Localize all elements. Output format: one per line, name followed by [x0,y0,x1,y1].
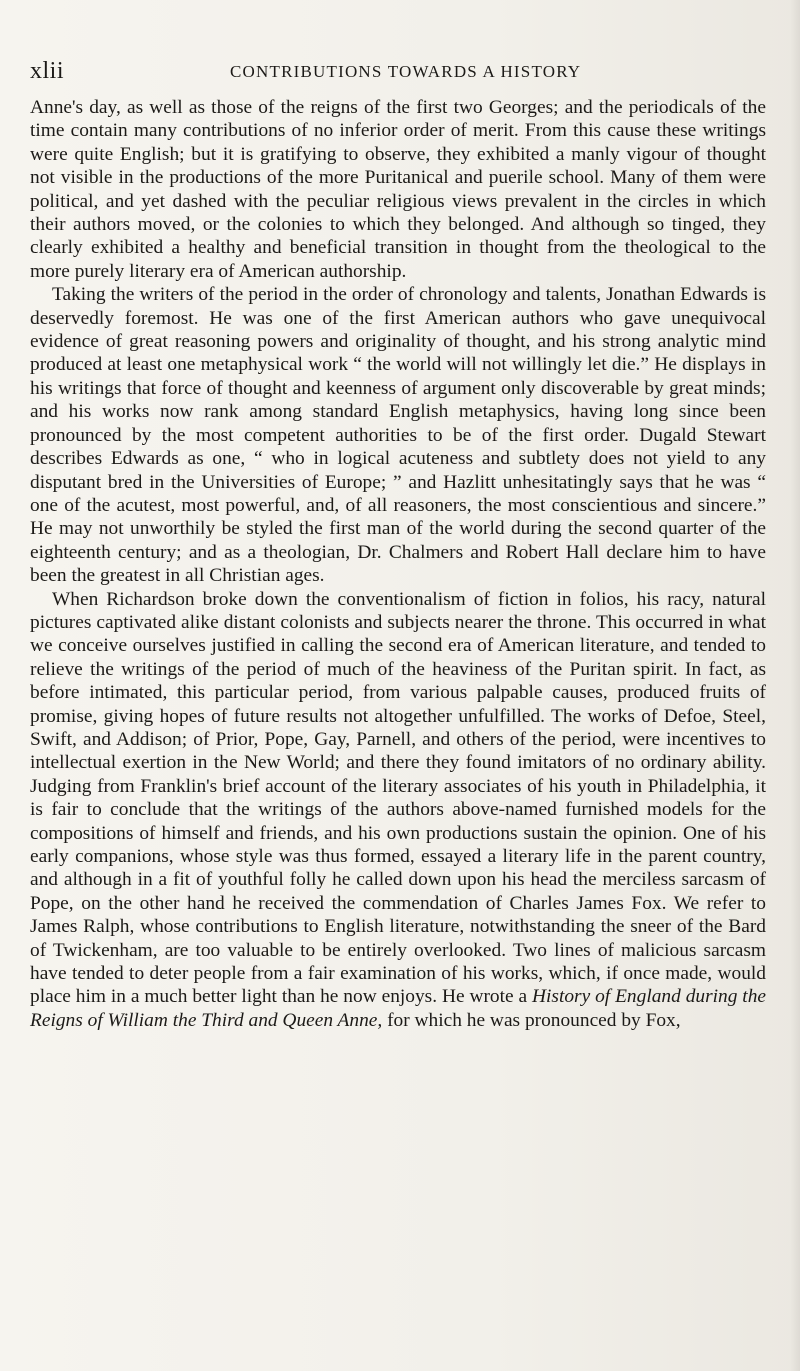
paragraph-3 [30,588,766,1033]
paragraph-3-tail: for which he was pronounced by Fox, [387,1009,681,1031]
page-edge-shadow [790,0,800,1371]
paragraph-2: Taking the writers of the period in the order of chronology and talents, Jonathan Edwards is deservedly foremost. He was one of the first American authors who gave unequivocal evidence of great reasoning powers and originality of thought, and his strong analytic mind produced at least one metaphysical work “ the world will not willingly let die.” He displays in his writings that force of thought and keenness of argument only discoverable by great minds; and his works now rank among standard English metaphysics, having long since been pronounced by the most competent authorities to be of the first order. Dugald Stewart describes Edwards as one, “ who in logical acuteness and subtlety does not yield to any disputant bred in the Universities of Europe; ” and Hazlitt unhesitatingly says that he was “ one of the acutest, most powerful, and, of all reasoners, the most conscientious and sincere.” He may not unworthily be styled the first man of the world during the second quarter of the eighteenth century; and as a theologian, Dr. Chalmers and Robert Hall declare him to have been the greatest in all Christian ages. [30,284,766,587]
paragraph-1: Anne's day, as well as those of the reigns of the first two Georges; and the periodicals of the time contain many contributions of no inferior order of merit. From this cause these writings were quite English; but it is gratifying to observe, they exhibited a manly vigour of thought not visible in the productions of the more Puritanical and puerile school. Many of them were political, and yet dashed with the peculiar religious views prevalent in the circles in which their authors moved, or the colonies to which they belonged. And although so tinged, they clearly exhibited a healthy and beneficial transition in thought from the theological to the more purely literary era of American authorship. [30,97,766,282]
book-title-italic: History of England during the Reigns of William the Third and Queen Anne, [30,986,766,1031]
body-text [30,96,766,1032]
running-title: CONTRIBUTIONS TOWARDS A HISTORY [230,62,582,81]
page-number: xlii [30,58,65,84]
paragraph-3-text: When Richardson broke down the conventionalism of fiction in folios, his racy, natural pictures captivated alike distant colonists and subjects nearer the throne. This occurred in what we conceive ourselves justified in calling the second era of American literature, and tended to relieve the writings of the period of much of the heaviness of the Puritan spirit. In fact, as before intimated, this particular period, from various palpable causes, produced fruits of promise, giving hopes of future results not altogether unfulfilled. The works of Defoe, Steel, Swift, and Addison; of Prior, Pope, Gay, Parnell, and others of the period, were incentives to intellectual exertion in the New World; and there they found imitators of no ordinary ability. Judging from Franklin's brief account of the literary associates of his youth in Philadelphia, it is fair to conclude that the writings of the authors above-named furnished models for the compositions of himself and friends, and his own productions sustain the opinion. One of his early companions, whose style was thus formed, essayed a literary life in the parent country, and although in a fit of youthful folly he called down upon his head the merciless sarcasm of Pope, on the other hand he received the commendation of Charles James Fox. We refer to James Ralph, whose contributions to English literature, notwithstanding the sneer of the Bard of Twickenham, are too valuable to be entirely overlooked. Two lines of malicious sarcasm have tended to deter people from a fair examination of his works, which, if once made, would place him in a much better light than he now enjoys. He wrote a [30,588,766,1008]
running-head [30,58,766,88]
